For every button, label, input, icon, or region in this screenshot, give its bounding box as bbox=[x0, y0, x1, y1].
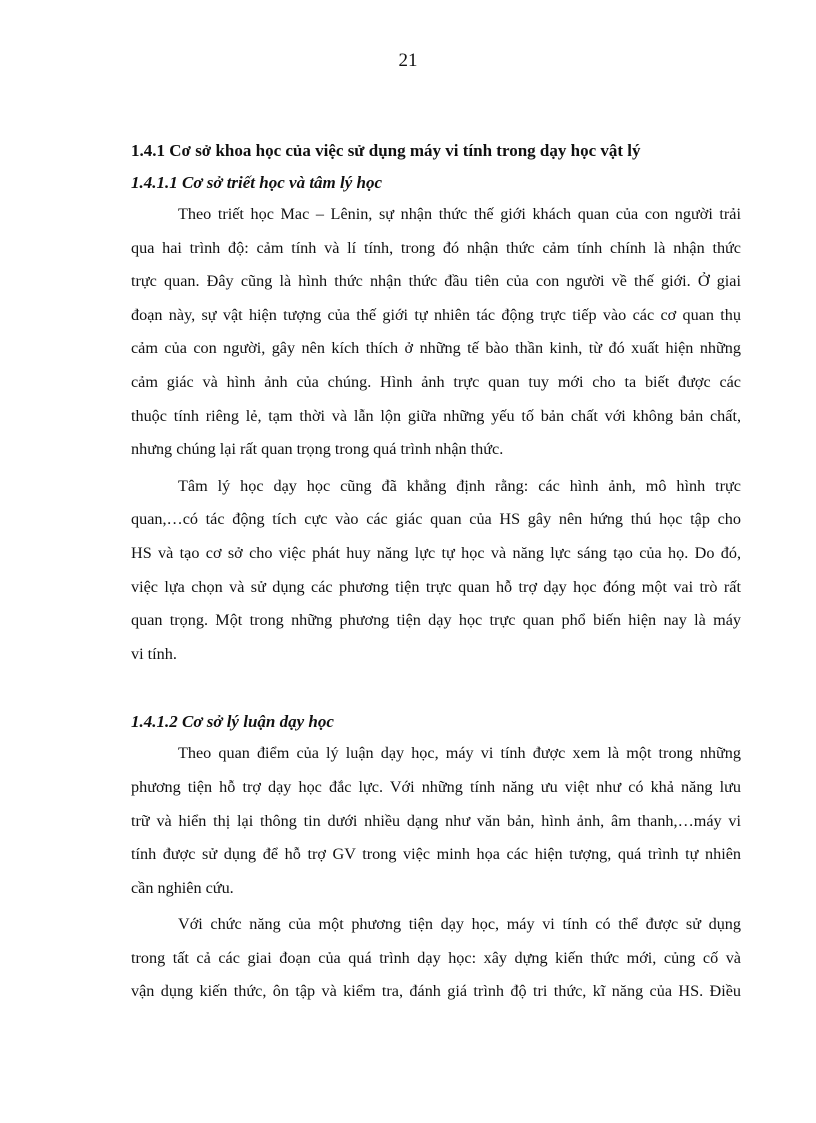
paragraph-line: quan trọng. Một trong những phương tiện dạy học trực quan phổ biến hiện nay là máy bbox=[131, 611, 741, 630]
paragraph-line: Theo triết học Mac – Lênin, sự nhận thức thế giới khách quan của con người trải bbox=[178, 205, 741, 223]
page-number: 21 bbox=[398, 50, 418, 71]
paragraph-line: phương tiện hỗ trợ dạy học đắc lực. Với những tính năng ưu việt như có khả năng lưu bbox=[131, 777, 741, 796]
paragraph-line: Tâm lý học dạy học cũng đã khẳng định rằng: các hình ảnh, mô hình trực bbox=[178, 476, 741, 495]
paragraph-1 bbox=[131, 198, 741, 467]
paragraph-line: HS và tạo cơ sở cho việc phát huy năng lực tự học và năng lực sáng tạo của họ. Do đó, bbox=[131, 543, 741, 562]
subsection-heading-2: 1.4.1.2 Cơ sở lý luận dạy học bbox=[131, 712, 334, 732]
paragraph-line: trong tất cả các giai đoạn của quá trình dạy học: xây dựng kiến thức mới, củng cố và bbox=[131, 948, 741, 967]
paragraph-line: cảm giác và hình ảnh của chúng. Hình ảnh trực quan tuy mới cho ta biết được các bbox=[131, 372, 741, 391]
paragraph-line: nhưng chúng lại rất quan trọng trong quá trình nhận thức. bbox=[131, 440, 504, 459]
paragraph-line: tính được sử dụng để hỗ trợ GV trong việc minh họa các hiện tượng, quá trình tự nhiên bbox=[131, 845, 741, 864]
paragraph-line: qua hai trình độ: cảm tính và lí tính, trong đó nhận thức cảm tính chính là nhận thức bbox=[131, 238, 741, 257]
paragraph-line: cảm của con người, gây nên kích thích ở những tế bào thần kinh, từ đó xuất hiện những bbox=[131, 339, 741, 358]
paragraph-2 bbox=[131, 470, 741, 672]
document-body bbox=[131, 140, 741, 1009]
paragraph-line: Với chức năng của một phương tiện dạy học, máy vi tính có thể được sử dụng bbox=[178, 915, 741, 934]
paragraph-line: Theo quan điểm của lý luận dạy học, máy vi tính được xem là một trong những bbox=[178, 744, 741, 763]
paragraph-3 bbox=[131, 737, 741, 905]
paragraph-line: thuộc tính riêng lẻ, tạm thời và lẫn lộn giữa những yếu tố bản chất với không bản chất, bbox=[131, 406, 741, 425]
paragraph-line: trực quan. Đây cũng là hình thức nhận thức đầu tiên của con người về thế giới. Ở giai bbox=[131, 272, 741, 291]
paragraph-line: việc lựa chọn và sử dụng các phương tiện trực quan hỗ trợ dạy học đóng một vai trò rất bbox=[131, 577, 741, 596]
paragraph-line: đoạn này, sự vật hiện tượng của thế giới tự nhiên tác động trực tiếp vào các cơ quan thụ bbox=[131, 305, 741, 324]
subsection-heading-1: 1.4.1.1 Cơ sở triết học và tâm lý học bbox=[131, 173, 383, 192]
paragraph-line: cần nghiên cứu. bbox=[131, 878, 234, 897]
paragraph-4 bbox=[131, 908, 741, 1009]
paragraph-line: trữ và hiển thị lại thông tin dưới nhiều dạng như văn bản, hình ảnh, âm thanh,…máy vi bbox=[131, 811, 741, 830]
paragraph-line: quan,…có tác động tích cực vào các giác quan của HS gây nên hứng thú học tập cho bbox=[131, 510, 741, 529]
paragraph-line: vận dụng kiến thức, ôn tập và kiểm tra, đánh giá trình độ tri thức, kĩ năng của HS. Điều bbox=[131, 982, 741, 1001]
paragraph-line: vi tính. bbox=[131, 644, 177, 663]
section-heading: 1.4.1 Cơ sở khoa học của việc sử dụng máy vi tính trong dạy học vật lý bbox=[131, 141, 641, 160]
